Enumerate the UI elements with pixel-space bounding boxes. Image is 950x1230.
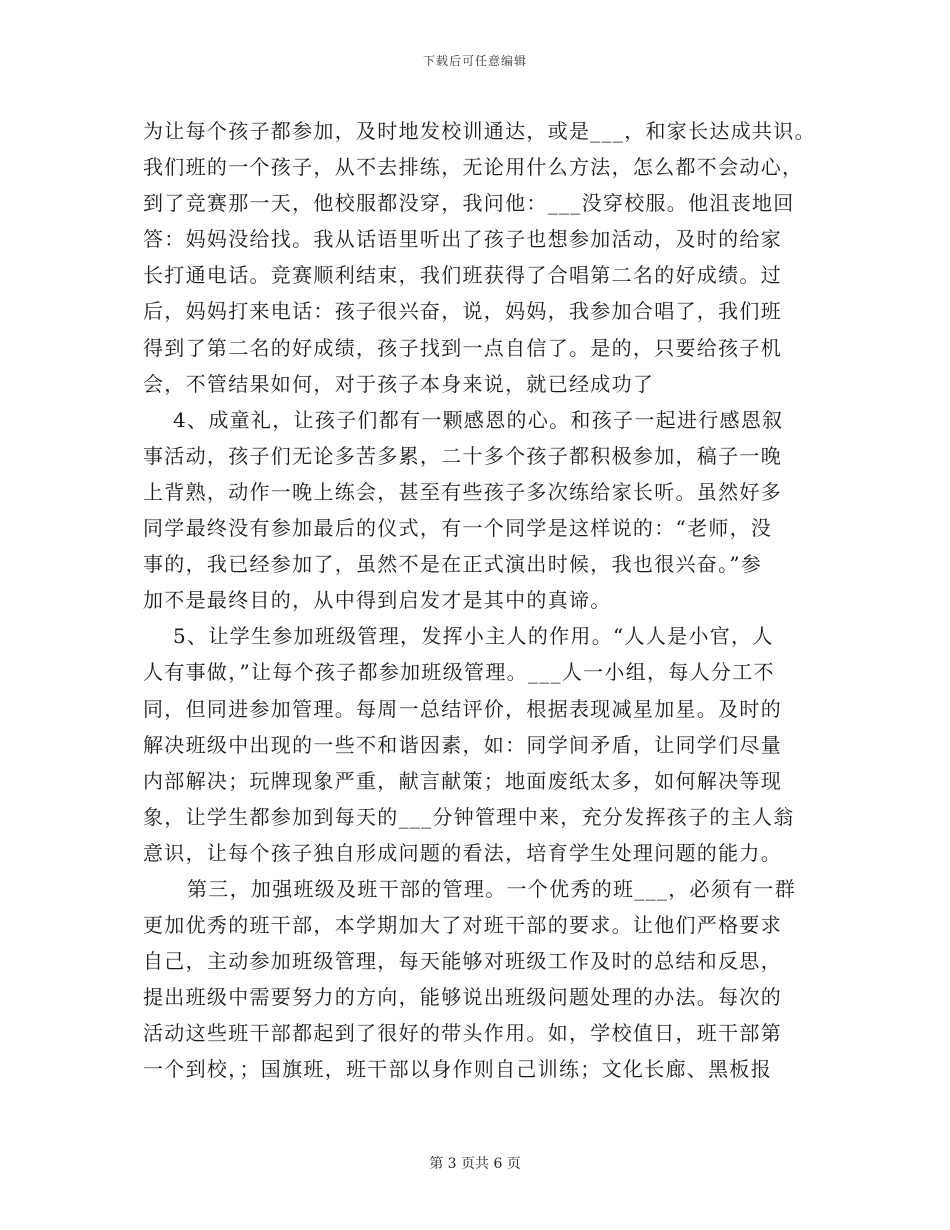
- text-line: 事的，我已经参加了，虽然不是在正式演出时候，我也很兴奋。”参: [143, 552, 763, 577]
- text-line: 答：妈妈没给找。我从话语里听出了孩子也想参加活动，及时的给家: [143, 227, 782, 252]
- text-line: 同，但同进参加管理。每周一总结评价，根据表现减星加星。及时的: [143, 696, 782, 721]
- text-line: 内部解决；玩牌现象严重，献言献策；地面废纸太多，如何解决等现: [143, 768, 782, 793]
- text-line: 到了竞赛那一天，他校服都没穿，我问他：___没穿校服。他沮丧地回: [143, 191, 795, 216]
- text-line: 为让每个孩子都参加，及时地发校训通达，或是___，和家长达成共识。: [143, 119, 816, 143]
- text-line: 长打通电话。竞赛顺利结束，我们班获得了合唱第二名的好成绩。过: [143, 263, 782, 288]
- text-line: 意识，让每个孩子独自形成问题的看法，培育学生处理问题的能力。: [143, 840, 782, 865]
- text-line: 活动这些班干部都起到了很好的带头作用。如，学校值日，班干部第: [143, 1021, 782, 1046]
- paragraph-start-line: 5、让学生参加班级管理，发挥小主人的作用。“人人是小官，人: [173, 624, 774, 649]
- page-header: 下载后可任意编辑: [422, 54, 527, 68]
- text-line: 加不是最终目的，从中得到启发才是其中的真谛。: [143, 588, 612, 613]
- document-body: [143, 113, 823, 1088]
- text-line: 同学最终没有参加最后的仪式，有一个同学是这样说的：“老师，没: [143, 516, 773, 541]
- paragraph-start-line: 4、成童礼，让孩子们都有一颗感恩的心。和孩子一起进行感恩叙: [173, 407, 784, 432]
- text-line: 上背熟，动作一晚上练会，甚至有些孩子多次练给家长听。虽然好多: [143, 479, 782, 504]
- text-line: 一个到校，；国旗班，班干部以身作则自己训练；文化长廊、黑板报: [143, 1057, 772, 1082]
- text-line: 后，妈妈打来电话：孩子很兴奋，说，妈妈，我参加合唱了，我们班: [143, 299, 782, 324]
- page-footer: 第 3 页共 6 页: [429, 1156, 521, 1172]
- text-line: 人有事做，”让每个孩子都参加班级管理。___人一小组，每人分工不: [143, 660, 775, 685]
- text-line: 自己，主动参加班级管理，每天能够对班级工作及时的总结和反思，: [143, 949, 782, 974]
- paragraph-start-line: 第三，加强班级及班干部的管理。一个优秀的班___，必须有一群: [187, 876, 796, 901]
- text-line: 更加优秀的班干部，本学期加大了对班干部的要求。让他们严格要求: [143, 913, 782, 938]
- text-line: 解决班级中出现的一些不和谐因素，如：同学间矛盾，让同学们尽量: [143, 732, 782, 757]
- text-line: 提出班级中需要努力的方向，能够说出班级问题处理的办法。每次的: [143, 985, 782, 1010]
- text-line: 事活动，孩子们无论多苦多累，二十多个孩子都积极参加，稿子一晚: [143, 443, 782, 468]
- text-line: 象，让学生都参加到每天的___分钟管理中来，充分发挥孩子的主人翁: [143, 804, 795, 829]
- text-line: 会，不管结果如何，对于孩子本身来说，就已经成功了: [143, 371, 655, 396]
- text-line: 我们班的一个孩子，从不去排练，无论用什么方法，怎么都不会动心，: [143, 155, 804, 180]
- text-line: 得到了第二名的好成绩，孩子找到一点自信了。是的，只要给孩子机: [143, 335, 782, 360]
